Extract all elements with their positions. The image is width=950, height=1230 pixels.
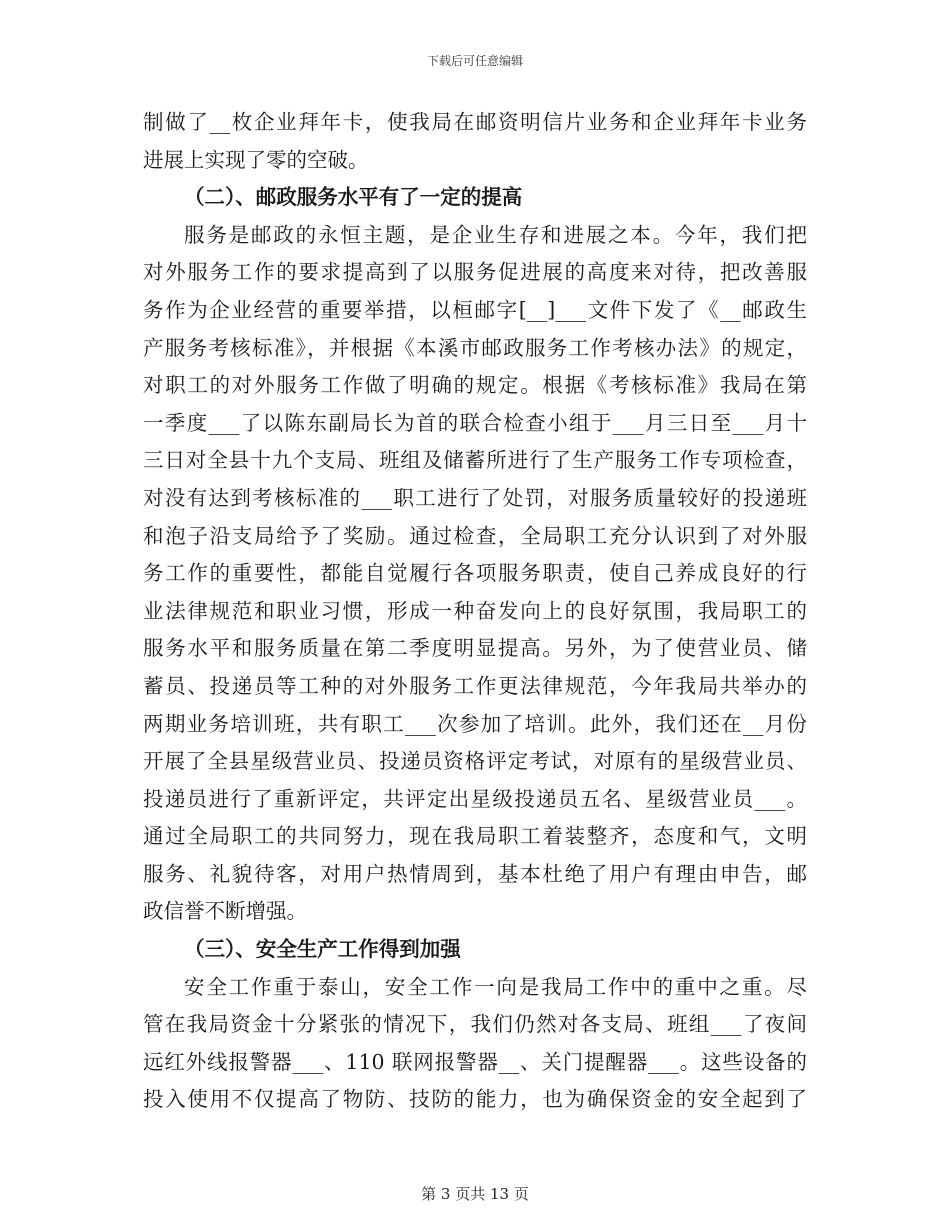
paragraph-line: 开展了全县星级营业员、投递员资格评定考试，对原有的星级营业员、 <box>143 749 807 774</box>
paragraph-line: 远红外线报警器___、110 联网报警器__、关门提醒器___。这些设备的 <box>143 1049 807 1074</box>
page-header: 下载后可任意编辑 <box>426 54 523 68</box>
paragraph-line: 通过全局职工的共同努力，现在我局职工着装整齐，态度和气，文明 <box>143 824 807 849</box>
paragraph-line: 蓄员、投递员等工种的对外服务工作更法律规范，今年我局共举办的 <box>143 673 807 698</box>
section-heading-3: （三）、安全生产工作得到加强 <box>184 937 461 962</box>
paragraph-line: 业法律规范和职业习惯，形成一种奋发向上的良好氛围，我局职工的 <box>143 598 807 623</box>
paragraph-line: 投入使用不仅提高了物防、技防的能力，也为确保资金的安全起到了 <box>143 1087 807 1112</box>
paragraph-line: 对外服务工作的要求提高到了以服务促进展的高度来对待，把改善服 <box>143 260 807 285</box>
paragraph-line: 务工作的重要性，都能自觉履行各项服务职责，使自己养成良好的行 <box>143 561 807 586</box>
paragraph-line: 和泡子沿支局给予了奖励。通过检查，全局职工充分认识到了对外服 <box>143 523 807 548</box>
paragraph-line: 一季度___了以陈东副局长为首的联合检查小组于___月三日至___月十 <box>143 410 807 435</box>
paragraph-line: 服务、礼貌待客，对用户热情周到，基本杜绝了用户有理由申告，邮 <box>143 861 807 886</box>
paragraph-line: 三日对全县十九个支局、班组及储蓄所进行了生产服务工作专项检查， <box>143 448 807 473</box>
paragraph-line: 务作为企业经营的重要举措，以桓邮字[__]___文件下发了《__邮政生 <box>143 297 807 322</box>
page-number: 第 3 页共 13 页 <box>421 1185 529 1203</box>
paragraph-line: 进展上实现了零的空破。 <box>143 147 369 172</box>
paragraph-line: 制做了__枚企业拜年卡，使我局在邮资明信片业务和企业拜年卡业务 <box>143 110 807 134</box>
paragraph-line: 对职工的对外服务工作做了明确的规定。根据《考核标准》我局在第 <box>143 373 807 398</box>
paragraph-line: 政信誉不断增强。 <box>143 899 307 924</box>
document-body <box>143 104 807 1119</box>
paragraph-line: 服务水平和服务质量在第二季度明显提高。另外，为了使营业员、储 <box>143 636 807 661</box>
section-heading-2: （二）、邮政服务水平有了一定的提高 <box>184 185 523 210</box>
paragraph-line: 对没有达到考核标准的___职工进行了处罚，对服务质量较好的投递班 <box>143 485 807 510</box>
paragraph-line: 管在我局资金十分紧张的情况下，我们仍然对各支局、班组___了夜间 <box>143 1012 807 1037</box>
paragraph-line: 两期业务培训班，共有职工___次参加了培训。此外，我们还在__月份 <box>143 711 807 736</box>
paragraph-line: 服务是邮政的永恒主题，是企业生存和进展之本。今年，我们把 <box>184 222 807 247</box>
paragraph-line: 安全工作重于泰山，安全工作一向是我局工作中的重中之重。尽 <box>184 974 807 999</box>
paragraph-line: 投递员进行了重新评定，共评定出星级投递员五名、星级营业员___。 <box>143 786 807 811</box>
paragraph-line: 产服务考核标准》，并根据《本溪市邮政服务工作考核办法》的规定， <box>143 335 807 360</box>
